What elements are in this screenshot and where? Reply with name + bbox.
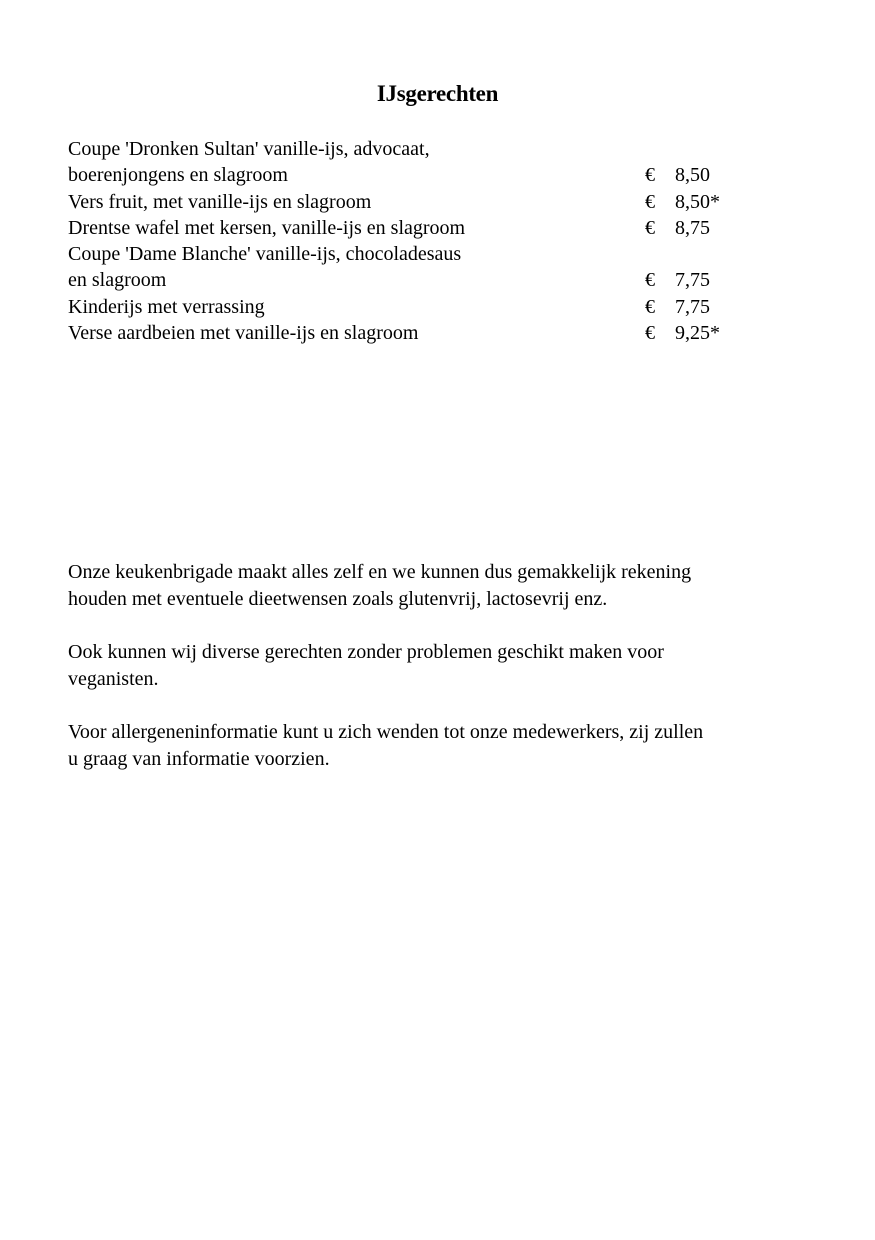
- menu-item-description: Kinderijs met verrassing: [68, 295, 265, 318]
- currency-symbol: €: [645, 295, 655, 318]
- menu-item-description: Vers fruit, met vanille-ijs en slagroom: [68, 190, 372, 213]
- note-line: u graag van informatie voorzien.: [68, 748, 330, 770]
- price-value: 7,75: [675, 269, 710, 292]
- note-line: houden met eventuele dieetwensen zoals glutenvrij, lactosevrij enz.: [68, 588, 608, 610]
- price-value: 7,75: [675, 295, 710, 318]
- vegan-note: [68, 639, 828, 693]
- note-line: veganisten.: [68, 668, 159, 690]
- menu-item-description: Coupe 'Dame Blanche' vanille-ijs, chocoladesaus: [68, 243, 462, 266]
- price-value: 8,50: [675, 164, 710, 187]
- currency-symbol: €: [645, 269, 655, 292]
- note-line: Onze keukenbrigade maakt alles zelf en we kunnen dus gemakkelijk rekening: [68, 561, 692, 583]
- ice-cream-menu: [68, 136, 788, 346]
- menu-item-description: en slagroom: [68, 269, 167, 292]
- note-line: Voor allergeneninformatie kunt u zich wenden tot onze medewerkers, zij zullen: [68, 721, 704, 743]
- menu-item-description: Verse aardbeien met vanille-ijs en slagroom: [68, 322, 419, 345]
- menu-item: [68, 136, 788, 189]
- price-value: 8,75: [675, 216, 710, 239]
- info-notes: [68, 559, 828, 799]
- price-value: 9,25*: [675, 322, 720, 345]
- allergen-note: [68, 719, 828, 773]
- menu-item-price: [645, 189, 720, 215]
- dietary-note: [68, 559, 828, 613]
- menu-item-description: Drentse wafel met kersen, vanille-ijs en slagroom: [68, 216, 466, 239]
- currency-symbol: €: [645, 164, 655, 187]
- menu-item-price: [645, 267, 710, 293]
- menu-item-description: boerenjongens en slagroom: [68, 164, 288, 187]
- menu-item: [68, 294, 788, 320]
- note-line: Ook kunnen wij diverse gerechten zonder problemen geschikt maken voor: [68, 641, 664, 663]
- menu-item-price: [645, 320, 720, 346]
- price-value: 8,50*: [675, 190, 720, 213]
- currency-symbol: €: [645, 190, 655, 213]
- menu-item: [68, 189, 788, 215]
- currency-symbol: €: [645, 216, 655, 239]
- menu-item: [68, 320, 788, 346]
- menu-item-price: [645, 294, 710, 320]
- currency-symbol: €: [645, 322, 655, 345]
- menu-item-price: [645, 215, 710, 241]
- menu-item: [68, 241, 788, 294]
- menu-item-description: Coupe 'Dronken Sultan' vanille-ijs, advocaat,: [68, 138, 430, 160]
- menu-item-price: [645, 162, 710, 188]
- page-title: IJsgerechten: [376, 81, 499, 106]
- menu-item: [68, 215, 788, 241]
